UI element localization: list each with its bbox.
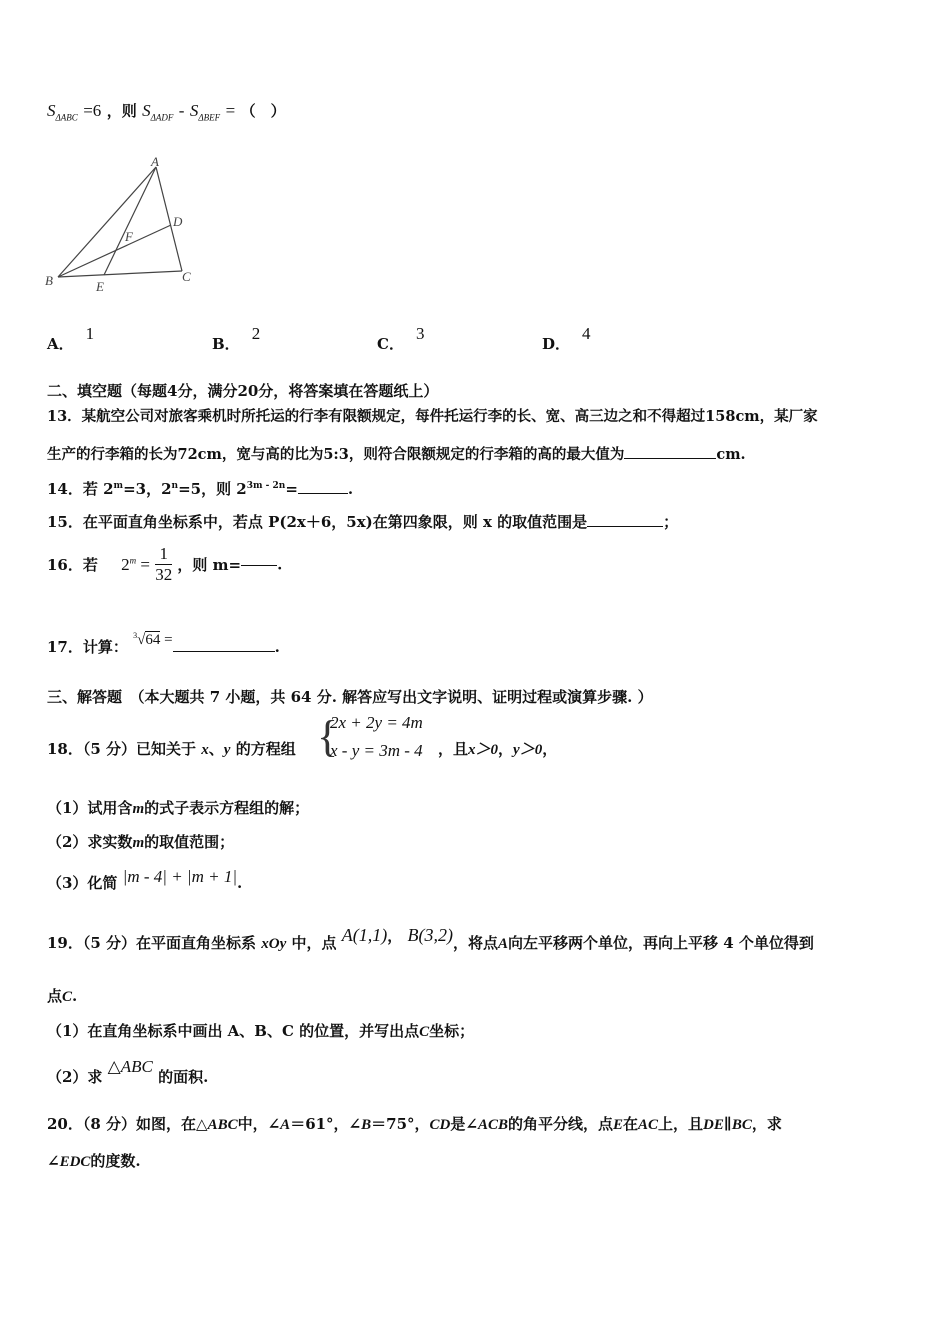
q18-p3-prefix: （3）化简: [47, 874, 118, 892]
s-abc: S: [47, 101, 56, 120]
q18-p3-expr: |m - 4| + |m + 1|: [122, 867, 238, 886]
q20-line2-prefix: ∠: [47, 1152, 60, 1170]
q20-a-val: ＝61°，∠: [290, 1115, 362, 1133]
q19-part1: [47, 1020, 474, 1041]
q20-bc: BC: [731, 1117, 752, 1133]
q19-point-a: A(1,1): [341, 925, 388, 945]
answer-paren: （ ）: [240, 102, 286, 120]
option-a-value: 1: [85, 324, 95, 343]
q18-p3-end: .: [237, 874, 243, 892]
q16: [47, 544, 282, 585]
q18-cond-y: y＞0: [513, 742, 543, 758]
option-b[interactable]: [212, 324, 261, 354]
q18-sep: 、: [208, 740, 224, 758]
q16-exp: m: [129, 554, 137, 565]
q14-exp-n: n: [171, 481, 179, 491]
option-b-value: 2: [251, 324, 261, 343]
q20-abc: ABC: [207, 1117, 238, 1133]
q20-line1: [47, 1113, 782, 1134]
q17-answer-blank[interactable]: [173, 650, 275, 652]
q16-fraction: [155, 544, 172, 585]
q16-answer-blank[interactable]: [241, 564, 277, 566]
q18-mid: 的方程组: [235, 740, 296, 758]
q19-p2-expr: △ABC: [107, 1057, 153, 1076]
q14-suffix: =: [285, 480, 298, 498]
q17-root-index: 3: [133, 631, 138, 640]
segment-ae: [104, 167, 156, 275]
label-c: C: [182, 269, 191, 284]
q19-sep: ，: [387, 927, 403, 945]
q14-prefix: 14．若 2: [47, 480, 114, 498]
q18-cond-comma: ，: [498, 740, 514, 758]
q19-c: C: [62, 989, 73, 1005]
label-a: A: [151, 155, 159, 169]
q15-end: ；: [663, 513, 679, 531]
q20-b: B: [361, 1117, 372, 1133]
side-bc: [58, 271, 182, 277]
q14-mid2: =5，则 2: [178, 480, 247, 498]
q18-p2-prefix: （2）求实数: [47, 833, 133, 851]
label-d: D: [173, 214, 183, 229]
s-adf: S: [142, 101, 151, 120]
q20-mid4: 上，且: [658, 1115, 704, 1133]
q19-tail: ，将点: [452, 934, 498, 952]
q19-point-b: B(3,2): [407, 925, 453, 945]
q18-p2-m: m: [132, 835, 145, 851]
q18-conditions: [438, 738, 557, 759]
q18-part3: [47, 867, 243, 893]
q13-line1: 13．某航空公司对旅客乘机时所托运的行李有限额规定，每件托运行李的长、宽、高三边之和不得超过158cm，某厂家: [47, 408, 818, 425]
q13-line2-text: 生产的行李箱的长为72cm，宽与高的比为5:3，则符合限额规定的行李箱的高的最大值为: [47, 446, 625, 463]
q19-line2-prefix: 点: [47, 987, 63, 1005]
q14-exp-m: m: [113, 481, 124, 491]
q16-end: .: [277, 555, 283, 574]
option-d-value: 4: [582, 324, 591, 343]
q20-mid2: 的角平分线，点: [507, 1115, 613, 1133]
q18-p1-suffix: 的式子表示方程组的解；: [144, 799, 310, 817]
q20-pa: 中，∠: [237, 1115, 281, 1133]
option-c[interactable]: [377, 324, 425, 354]
q19-p1-c: C: [419, 1024, 430, 1040]
q20-ac: AC: [638, 1117, 659, 1133]
q15: [47, 511, 678, 532]
q20-parallel: ∥: [723, 1115, 732, 1133]
q18-prefix: 18．（5 分）已知关于: [47, 740, 197, 758]
q19-p2-prefix: （2）求: [47, 1068, 103, 1086]
q18-var-x: x: [201, 742, 209, 758]
q20-mid: 是∠: [450, 1115, 478, 1133]
q18-cond-prefix: ，且: [438, 740, 469, 758]
q17-eq: =: [164, 632, 173, 648]
q19-line1: [47, 925, 814, 953]
q19-xoy: xOy: [261, 936, 287, 952]
q14-answer-blank[interactable]: [298, 492, 348, 494]
q16-numerator: 1: [155, 544, 172, 565]
q19-a: A: [498, 936, 509, 952]
q20-prefix: 20．（8 分）如图，在△: [47, 1115, 208, 1133]
s-abc-sub: ΔABC: [55, 112, 78, 123]
q18-system-brace: {: [317, 712, 339, 761]
q20-line2: [47, 1150, 141, 1171]
option-c-value: 3: [415, 324, 425, 343]
s-bef-sub: ΔBEF: [198, 112, 221, 123]
s-bef: S: [189, 101, 199, 120]
q18-stem: [47, 738, 296, 759]
q16-eq: =: [140, 554, 150, 574]
equals-sign: =: [225, 101, 236, 120]
q17-end: .: [274, 638, 280, 656]
q19-p1-prefix: （1）在直角坐标系中画出 A、B、C 的位置，并写出点: [47, 1022, 420, 1040]
section-3-heading: 三、解答题 （本大题共 7 小题，共 64 分. 解答应写出文字说明、证明过程或演算步骤. ）: [47, 688, 653, 706]
q20-acb: ACB: [477, 1117, 508, 1133]
q19-part2: [47, 1057, 209, 1087]
segment-bd: [58, 225, 171, 277]
q13-line2: [47, 443, 746, 464]
triangle-figure: [40, 155, 210, 295]
q20-e: E: [612, 1117, 623, 1133]
q19-line2: [47, 985, 77, 1006]
q20-cd: CD: [429, 1117, 451, 1133]
label-f: F: [125, 229, 133, 244]
q17: [47, 631, 280, 657]
q18-cond-x: x＞0: [468, 742, 499, 758]
section-2-heading: 二、填空题（每题4分，满分20分，将答案填在答题纸上）: [47, 382, 439, 400]
q15-text: 15．在平面直角坐标系中，若点 P(2x＋6，5x)在第四象限，则 x 的取值范围是: [47, 513, 588, 531]
q15-answer-blank[interactable]: [587, 525, 663, 527]
q17-prefix: 17．计算：: [47, 638, 128, 656]
q18-p1-m: m: [132, 801, 145, 817]
q20-end: ，求: [751, 1115, 782, 1133]
q18-part2: [47, 831, 234, 852]
q18-equation-2: x - y = 3m - 4: [330, 741, 423, 760]
q18-part1: [47, 797, 309, 818]
q20-de: DE: [703, 1117, 724, 1133]
q18-p1-prefix: （1）试用含: [47, 799, 133, 817]
q12-area-expression: [47, 100, 286, 122]
s-adf-sub: ΔADF: [150, 112, 174, 123]
q16-denominator: 32: [155, 565, 173, 584]
q14-mid1: =3，2: [123, 480, 172, 498]
q18-var-y: y: [223, 742, 231, 758]
q19-p2-suffix: 的面积.: [158, 1068, 209, 1086]
option-c-letter: C．: [377, 335, 404, 353]
q20-a: A: [280, 1117, 291, 1133]
q19-line2-end: .: [72, 987, 78, 1005]
q18-p2-suffix: 的取值范围；: [144, 833, 235, 851]
q19-prefix: 19．（5 分）在平面直角坐标系: [47, 934, 257, 952]
q16-prefix: 16．若: [47, 556, 98, 574]
option-d-letter: D．: [542, 335, 571, 353]
option-a[interactable]: [47, 324, 95, 354]
q17-radicand: 64: [145, 632, 161, 648]
q19-tail2: 向左平移两个单位，再向上平移 4 个单位得到: [508, 934, 814, 952]
q14-end: .: [347, 480, 354, 498]
q18-cond-end: ，: [542, 740, 558, 758]
q20-line2-suffix: 的度数.: [90, 1152, 141, 1170]
q20-mid3: 在: [623, 1115, 639, 1133]
q14: [47, 478, 353, 499]
q13-unit: cm.: [716, 446, 746, 463]
option-a-letter: A．: [47, 335, 74, 353]
q20-b-val: ＝75°，: [371, 1115, 430, 1133]
q14-exp-expr: 3m - 2n: [246, 481, 286, 491]
then-text: ，则: [106, 102, 137, 120]
label-b: B: [45, 273, 53, 288]
label-e: E: [96, 279, 104, 294]
q13-answer-blank[interactable]: [624, 457, 716, 459]
q16-suffix: ，则 m=: [177, 556, 242, 574]
equals-6: =6: [83, 101, 102, 120]
q18-equation-1: 2x + 2y = 4m: [330, 713, 423, 732]
q16-base: 2: [121, 554, 130, 574]
side-ab: [58, 167, 156, 277]
q17-radical: $^3$√64 =: [133, 631, 173, 648]
option-d[interactable]: [542, 324, 591, 354]
q19-p1-suffix: 坐标；: [429, 1022, 475, 1040]
minus-sign: -: [178, 101, 185, 120]
q19-mid: 中，点: [291, 934, 337, 952]
q20-edc: EDC: [59, 1154, 91, 1170]
option-b-letter: B．: [212, 335, 240, 353]
